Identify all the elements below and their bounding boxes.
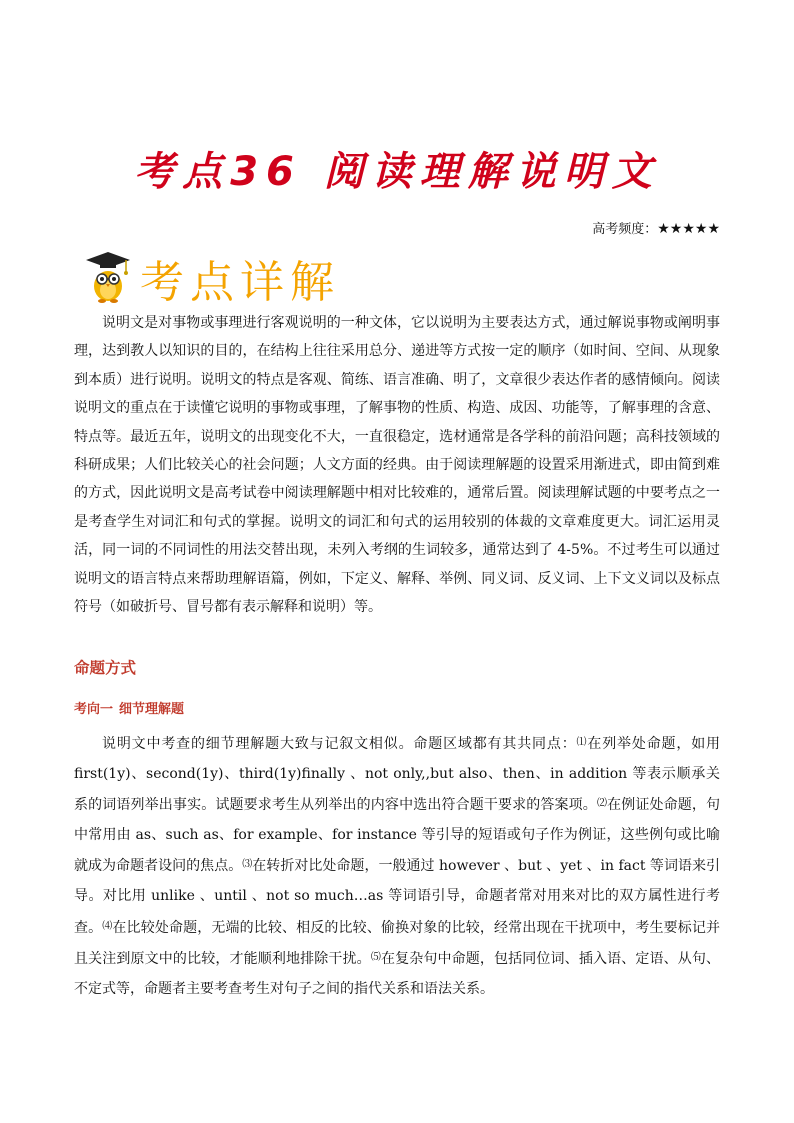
subheading-direction-one — [74, 698, 184, 717]
marker-1: ⑴ — [576, 737, 588, 748]
detail-point-2: 在例证处命题，句中常用由 as、such as、for example、for instance 等引导的短语或句子作为例证，这些例句或比喻就成为命题者设问的焦点。 — [74, 797, 721, 875]
subheading-label: 细节理解题 — [119, 702, 185, 717]
detail-point-4: 在比较处命题，无端的比较、相反的比较、偷换对象的比较，经常出现在干扰项中，考生要标记并且关注到原文中的比较，才能顺利地排除干扰。 — [74, 919, 721, 968]
frequency-label: 高考频度： — [592, 222, 658, 237]
detail-paragraph — [74, 728, 720, 1004]
marker-5: ⑸ — [370, 952, 381, 964]
section-header — [78, 242, 378, 306]
marker-4: ⑷ — [102, 920, 113, 932]
detail-point-3: 在转折对比处命题，一般通过 however 、but 、yet 、in fact 等词语来引导。对比用 unlike 、until 、not so much…as 等词语引导，命题者常对用来对比的双方属性进行考查。 — [74, 858, 721, 936]
page-title: 考点36 阅读理解说明文 — [134, 149, 660, 195]
detail-point-1: 在列举处命题，如用 first(1y)、second(1y)、third(1y)finally 、not only,,but also、then、in addition 等表示顺承关系的词语列举出事实。试题要求考生从列举出的内容中选出符合题干要求的答案项。 — [74, 736, 721, 814]
frequency-stars: ★★★★★ — [657, 221, 720, 237]
detail-point-5: 在复杂句中命题，包括同位词、插入语、定语、从句、不定式等，命题者主要考查考生对句子之间的指代关系和语法关系。 — [74, 951, 721, 997]
intro-paragraph: 说明文是对事物或事理进行客观说明的一种文体，它以说明为主要表达方式，通过解说事物或阐明事理，达到教人以知识的目的，在结构上往往采用总分、递进等方式按一定的顺序（如时间、空间、从现象到本质）进行说明。说明文的特点是客观、简练、语言准确、明了，文章很少表达作者的感情倾向。阅读说明文的重点在于读懂它说明的事物或事理，了解事物的性质、构造、成因、功能等，了解事理的含意、特点等。最近五年，说明文的出现变化不大，一直很稳定，选材通常是各学科的前沿问题；高科技领域的科研成果；人们比较关心的社会问题；人文方面的经典。由于阅读理解题的设置采用渐进式，即由简到难的方式，因此说明文是高考试卷中阅读理解题中相对比较难的，通常后置。阅读理解试题的中要考点之一是考查学生对词汇和句式的掌握。说明文的词汇和句式的运用较别的体裁的文章难度更大。词汇运用灵活，同一词的不同词性的用法交替出现，未列入考纲的生词较多，通常达到了 4-5%。不过考生可以通过说明文的语言特点来帮助理解语篇，例如，下定义、解释、举例、同义词、反义词、上下文义词以及标点符号（如破折号、冒号都有表示解释和说明）等。 — [74, 315, 720, 616]
subheading-prefix: 考向一 — [74, 702, 114, 717]
section-title: 考点详解 — [140, 257, 340, 308]
exam-frequency — [592, 218, 720, 237]
marker-2: ⑵ — [596, 798, 608, 810]
heading-question-types: 命题方式 — [74, 659, 137, 677]
detail-intro: 说明文中考查的细节理解题大致与记叙文相似。命题区域都有其共同点： — [102, 736, 577, 752]
scholar-owl-icon — [78, 248, 134, 304]
marker-3: ⑶ — [242, 859, 253, 871]
